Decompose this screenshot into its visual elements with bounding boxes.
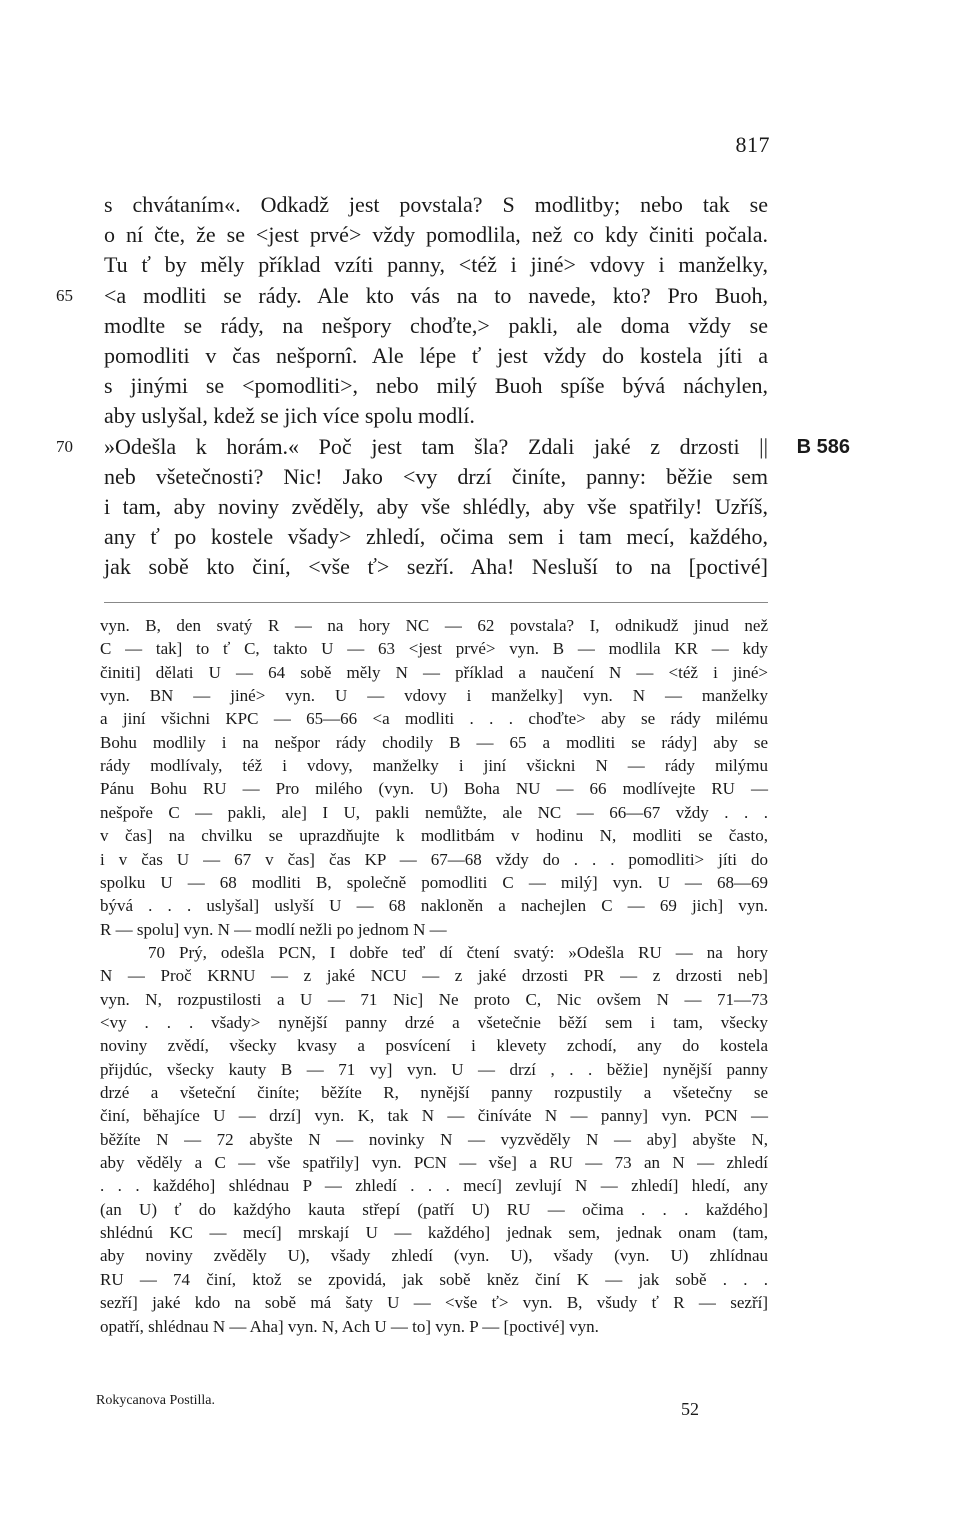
- note-line: v čas] na chvilku se uprazdňujte k modlitbám v hodinu N, modliti se často,: [100, 826, 768, 845]
- text-line: »Odešla k horám.« Poč jest tam šla? Zdali jaké z drzosti ||: [104, 434, 768, 459]
- note-line: N — Proč KRNU — z jaké NCU — z jaké drzosti PR — z drzosti neb]: [100, 966, 768, 985]
- note-line: noviny zvědí, všecky kvasy a posvícení i klevety zchodí, any do kostela: [100, 1036, 768, 1055]
- note-line: (an U) ť do každýho kauta střepí (patří U) RU — očima . . . každého]: [100, 1200, 768, 1219]
- note-line: aby věděly a C — vše spatřily] vyn. PCN — vše] a RU — 73 an N — zhledí: [100, 1153, 768, 1172]
- note-line: opatří, shlédnau N — Aha] vyn. N, Ach U — to] vyn. P — [poctivé] vyn.: [100, 1317, 599, 1336]
- note-line: a jiní všichni KPC — 65—66 <a modliti . . . choďte> aby se rády milému: [100, 709, 768, 728]
- note-line: Pánu Bohu RU — Pro milého (vyn. U) Boha NU — 66 modlívejte RU —: [100, 779, 768, 798]
- note-line: RU — 74 činí, ktož se zpovidá, jak sobě kněz činí K — jak sobě . . .: [100, 1270, 768, 1289]
- text-line: <a modliti se rády. Ale kto vás na to navede, kto? Pro Buoh,: [104, 283, 768, 308]
- text-line: aby uslyšal, kdež se jich více spolu modlí.: [104, 403, 475, 428]
- note-line: rády modlívaly, též i vdovy, manželky i jiní všickni N — rády milýmu: [100, 756, 768, 775]
- text-line: i tam, aby noviny zvěděly, aby vše shlédly, aby vše spatřily! Uzříš,: [104, 494, 768, 519]
- note-line: sezří] jaké kdo na sobě má šaty U — <vše ť> vyn. B, všudy ť R — sezří]: [100, 1293, 768, 1312]
- text-line: jak sobě kto činí, <vše ť> sezří. Aha! Nesluší to na [poctivé]: [104, 554, 768, 579]
- footer-title: Rokycanova Postilla.: [96, 1393, 215, 1408]
- line-number: 65: [56, 286, 73, 305]
- note-line: spolku U — 68 modliti B, společně pomodliti C — milý] vyn. U — 68—69: [100, 873, 768, 892]
- text-line: s jinými se <pomodliti>, nebo milý Buoh spíše bývá náchylen,: [104, 373, 768, 398]
- text-line: pomodliti v čas nešpornî. Ale lépe ť jest vždy do kostela jíti a: [104, 343, 768, 368]
- note-line: R — spolu] vyn. N — modlí nežli po jednom N —: [100, 920, 447, 939]
- note-line: vyn. N, rozpustilosti a U — 71 Nic] Ne proto C, Nic ovšem N — 71—73: [100, 990, 768, 1009]
- note-line: 70 Prý, odešla PCN, I dobře teď dí čtení svatý: »Odešla RU — na hory: [148, 943, 768, 962]
- text-line: modlte se rády, na nešpory choďte,> pakli, ale doma vždy se: [104, 313, 768, 338]
- note-line: Bohu modlily i na nešpor rády chodily B — 65 a modliti se rády] aby se: [100, 733, 768, 752]
- note-line: nešpoře C — pakli, ale] I U, pakli nemůžte, ale NC — 66—67 vždy . . .: [100, 803, 768, 822]
- note-line: aby noviny zvěděly U), všady zhledí (vyn. U), všady (vyn. U) zhlídnau: [100, 1246, 768, 1265]
- line-number: 70: [56, 437, 73, 456]
- signature-number: 52: [681, 1399, 699, 1419]
- note-line: vyn. B, den svatý R — na hory NC — 62 povstala? I, odnikudž jinud než: [100, 616, 768, 635]
- note-line: vyn. BN — jiné> vyn. U — vdovy i manželky] vyn. N — manželky: [100, 686, 768, 705]
- note-line: drzé a všeteční činíte; běžíte R, nynější panny rozpustily a všetečny se: [100, 1083, 768, 1102]
- text-line: neb všetečnosti? Nic! Jako <vy drzí činíte, panny: běžie sem: [104, 464, 768, 489]
- note-line: C — tak] to ť C, takto U — 63 <jest prvé> vyn. B — modlila KR — kdy: [100, 639, 768, 658]
- note-line: běžíte N — 72 abyšte N — novinky N — vyzvěděly N — aby] abyšte N,: [100, 1130, 768, 1149]
- note-line: shlédnú KC — mecí] mrskají U — každého] jednak sem, jednak onam (tam,: [100, 1223, 768, 1242]
- text-line: o ní čte, že se <jest prvé> vždy pomodlila, než co kdy činiti počala.: [104, 222, 768, 247]
- note-line: i v čas U — 67 v čas] čas KP — 67—68 vždy do . . . pomodliti> jíti do: [100, 850, 768, 869]
- note-line: bývá . . . uslyšal] uslyší U — 68 nakloněn a nachejlen C — 69 jich] vyn.: [100, 896, 768, 915]
- footnote-divider: [104, 602, 768, 603]
- text-line: any ť po kostele všady> zhledí, očima sem i tam mecí, každého,: [104, 524, 768, 549]
- note-line: . . . každého] shlédnau P — zhledí . . . mecí] zevlují N — zhledí] hledí, any: [100, 1176, 768, 1195]
- note-line: činiti] dělati U — 64 sobě měly N — příklad a naučení N — <též i jiné>: [100, 663, 768, 682]
- note-line: <vy . . . všady> nynější panny drzé a všetečnie běží sem i tam, všecky: [100, 1013, 768, 1032]
- note-line: přijdúc, všecky kauty B — 71 vy] vyn. U — drzí , . . běžie] nynější panny: [100, 1060, 768, 1079]
- text-line: s chvátaním«. Odkadž jest povstala? S modlitby; nebo tak se: [104, 192, 768, 217]
- note-line: činí, běhajíce U — drzí] vyn. K, tak N — činíváte N — panny] vyn. PCN —: [100, 1106, 768, 1125]
- marginal-reference: B 586: [796, 436, 850, 458]
- page-number: 817: [735, 132, 770, 157]
- text-line: Tu ť by měly příklad vzíti panny, <též i jiné> vdovy i manželky,: [104, 252, 768, 277]
